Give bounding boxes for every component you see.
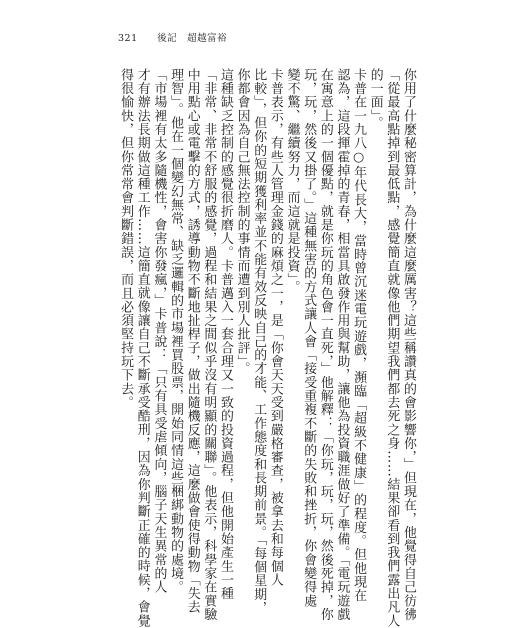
text-column: 比較」，但你的短期獲利率並不能有效反映自己的才能、工作態度和長期前景。「每個星期， [251,68,267,615]
text-column: 中用點心或電擊的方式，誘導動物不斷地扯桿子，做出隨機反應，這麼做會使得動物「失去 [184,68,200,614]
running-header [118,30,227,44]
text-column: 的一面」。 [367,68,383,130]
text-column: 這種缺乏控制的感覺很折磨人。卡普邁入一套合理又一致的投資過程，但他開始產生一種 [217,68,233,601]
text-column: 你用了什麼秘密算計，為什麼這麼厲害？這些稱讚真的會影響你，」但現在，他覺得自己彷彿 [401,68,416,622]
text-column: 認為，這段揮霍掉的青春，相當具啟發作用與幫助，讓他為投資職涯做好了準備。「電玩遊戲 [334,68,350,622]
text-column: 「市場裡有太多隨機性，會害你發瘋，」卡普說：「只有具受虐傾向，腦子天生異常的人 [151,68,167,594]
text-column: 變不驚、繼續努力，而這就是投資」。 [284,68,300,294]
text-column: 卡普在一九八○年代長大，當時曾沉迷電玩遊戲，瀕臨「超級不健康」的程度。但他現在 [351,68,367,603]
text-column: 「從最高點掉到最低點，感覺簡直就像他們期望我們都去死之身……結果卻看到我們露出凡人 [384,68,400,628]
text-column: 才有辦法長期做這種工作……這簡直就像讓自己不斷承受酷刑，因為你判斷正確的時候，會覺 [134,68,150,628]
text-column: 「非常、非常不舒服的感覺，過程和結果之間似乎沒有明顯的關聯」。他表示，科學家在實驗 [201,68,217,622]
running-title: 後記 超越富裕 [157,33,228,44]
page-number: 321 [118,33,138,44]
text-column: 在寓意上的一個優點，就是你玩的角色會一直死，」他解釋：「你玩，玩，玩，然後死掉，你 [317,68,333,622]
text-column: 理智」。他在一個變幻無常、缺乏邏輯的市場裡買股票，開始同情這些梱綁動物的處境。 [168,68,184,594]
text-column: 得很愉快，但你常常會判斷錯誤，而且必須堅持玩下去。 [118,68,134,410]
text-column: 你都會因為自己無法控制的事情而遭到別人批評」。 [234,68,250,376]
text-column: 卡普表示，有些人管理金錢的麻煩之一，是「你會天天受到嚴格審查，被拿去和每個人 [267,68,283,587]
text-column: 玩，玩，然後又掛了。」這種無害的方式讓人會「接受重複不斷的失敗和挫折，你會變得處 [301,68,317,608]
body-text [118,68,416,628]
